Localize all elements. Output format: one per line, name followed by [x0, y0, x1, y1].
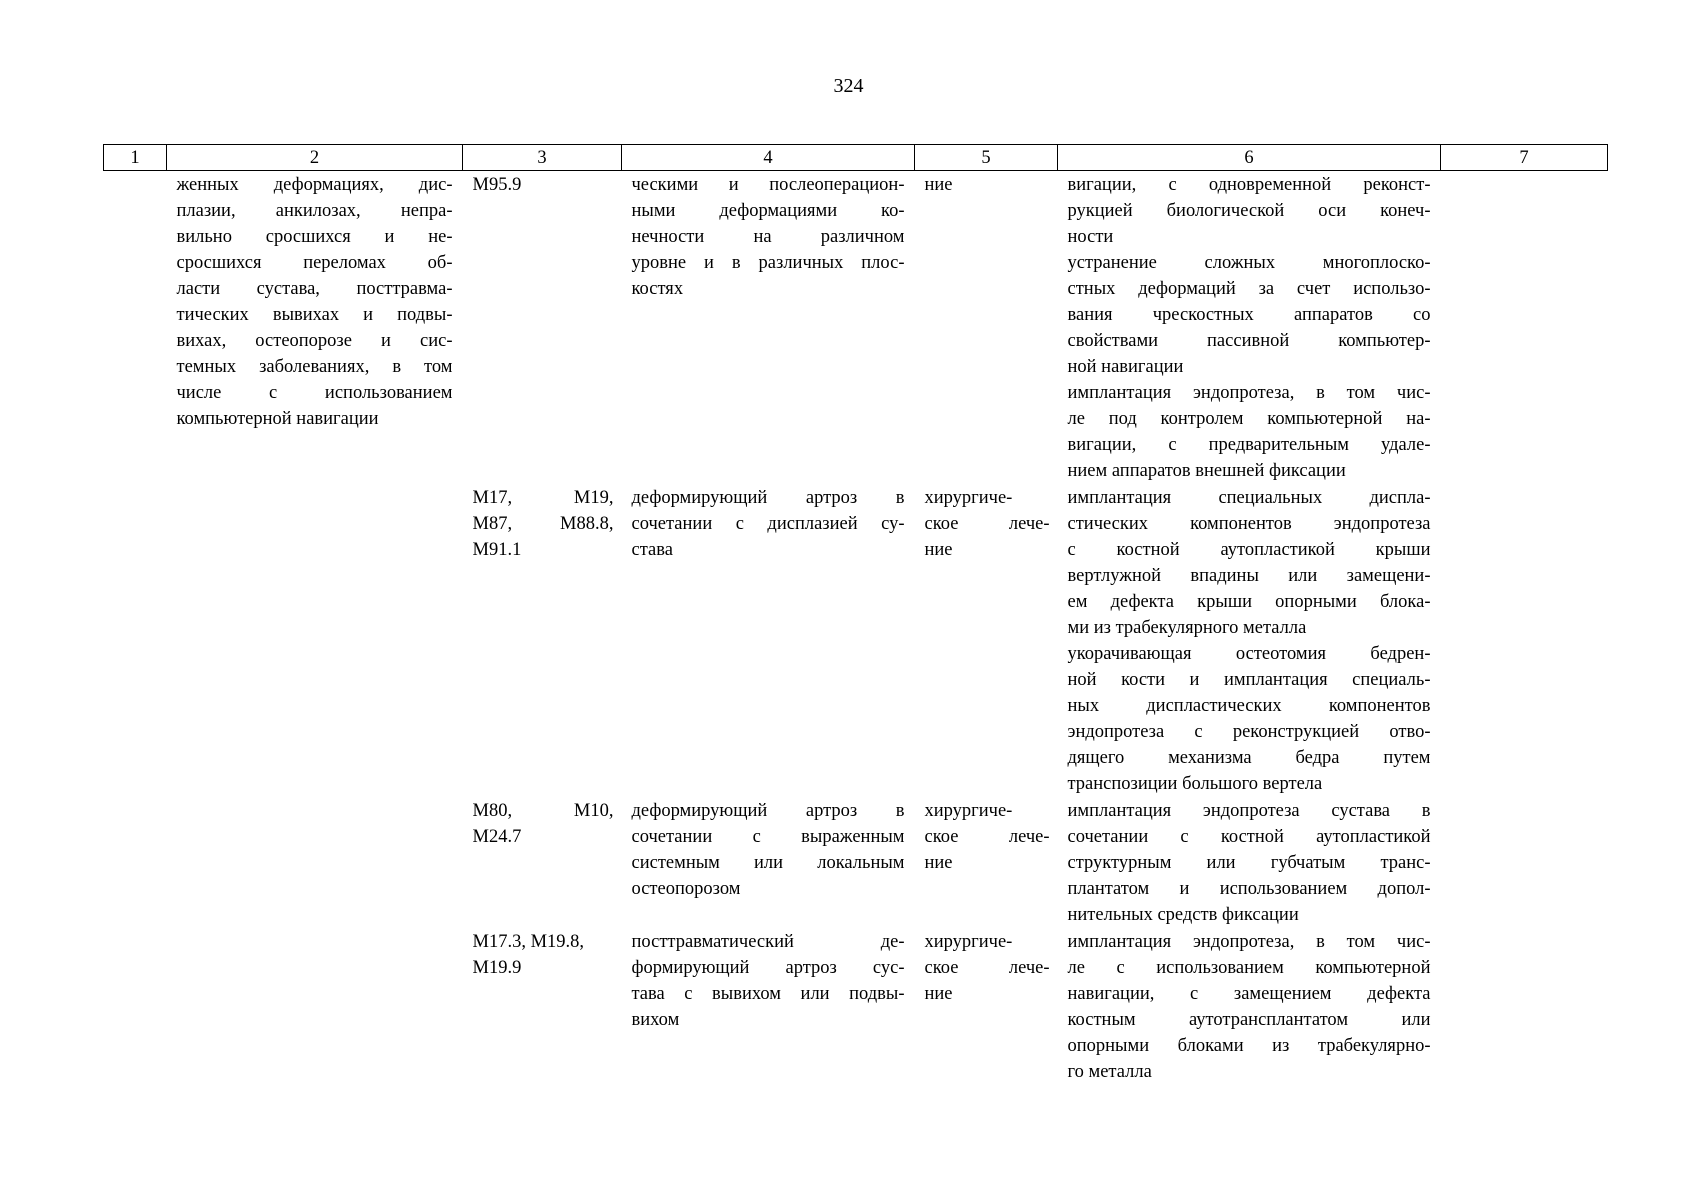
column-number-header: 7	[1441, 145, 1608, 171]
method-line: структурным или губчатым транс-	[1067, 853, 1431, 873]
diagnosis-line: нечности на различном	[631, 227, 905, 247]
icd-code-line: M95.9	[472, 175, 522, 195]
treatment-type-line: ние	[924, 175, 953, 195]
method-line: стных деформаций за счет использо-	[1067, 279, 1431, 299]
method-line: вания чрескостных аппаратов со	[1067, 305, 1431, 325]
treatment-type-line: ние	[924, 984, 953, 1004]
care-type-line: сросшихся переломах об-	[176, 253, 453, 273]
method-line: ных диспластических компонентов	[1067, 696, 1431, 716]
cell-icd-codes	[463, 484, 622, 797]
method-line: вигации, с одновременной реконст-	[1067, 175, 1431, 195]
treatment-type-line: ние	[924, 853, 953, 873]
column-number-header: 3	[463, 145, 622, 171]
cell-diagnosis	[622, 171, 915, 485]
cell-cost	[1441, 484, 1608, 797]
treatment-type-line: ние	[924, 540, 953, 560]
column-number-header-row	[104, 145, 1608, 171]
diagnosis-line: деформирующий артроз в	[631, 488, 905, 508]
method-line: имплантация эндопротеза, в том чис-	[1067, 383, 1431, 403]
icd-code-line: M91.1	[472, 540, 522, 560]
method-line: свойствами пассивной компьютер-	[1067, 331, 1431, 351]
cell-number	[104, 797, 167, 928]
treatment-type-line: ское лече-	[924, 514, 1050, 534]
cell-number	[104, 928, 167, 1085]
treatment-type-line: хирургиче-	[924, 488, 1013, 508]
method-line: имплантация специальных диспла-	[1067, 488, 1431, 508]
care-type-line: вильно сросшихся и не-	[176, 227, 453, 247]
column-number-header: 4	[622, 145, 915, 171]
icd-code-line: M17.3, M19.8,	[472, 932, 585, 952]
icd-code-line: M24.7	[472, 827, 522, 847]
cell-treatment-method	[1058, 171, 1441, 485]
treatment-type-line: хирургиче-	[924, 932, 1013, 952]
cell-icd-codes	[463, 797, 622, 928]
diagnosis-line: формирующий артроз сус-	[631, 958, 905, 978]
diagnosis-line: системным или локальным	[631, 853, 905, 873]
method-line: нием аппаратов внешней фиксации	[1067, 461, 1346, 481]
diagnosis-line: костях	[631, 279, 684, 299]
cell-treatment-method	[1058, 797, 1441, 928]
method-line: дящего механизма бедра путем	[1067, 748, 1431, 768]
method-line: нительных средств фиксации	[1067, 905, 1299, 925]
method-line: ем дефекта крыши опорными блока-	[1067, 592, 1431, 612]
cell-treatment-type	[915, 171, 1058, 485]
diagnosis-line: деформирующий артроз в	[631, 801, 905, 821]
method-line: рукцией биологической оси конеч-	[1067, 201, 1431, 221]
method-line: укорачивающая остеотомия бедрен-	[1067, 644, 1431, 664]
care-type-line: ласти сустава, посттравма-	[176, 279, 453, 299]
diagnosis-line: посттравматический де-	[631, 932, 905, 952]
method-line: ности	[1067, 227, 1114, 247]
method-line: го металла	[1067, 1062, 1152, 1082]
method-line: вертлужной впадины или замещени-	[1067, 566, 1431, 586]
cell-treatment-type	[915, 484, 1058, 797]
column-number-header: 1	[104, 145, 167, 171]
treatment-type-line: ское лече-	[924, 958, 1050, 978]
icd-code-line: M19.9	[472, 958, 522, 978]
treatment-type-line: ское лече-	[924, 827, 1050, 847]
cell-treatment-method	[1058, 484, 1441, 797]
diagnosis-line: става	[631, 540, 673, 560]
cell-number	[104, 484, 167, 797]
method-line: имплантация эндопротеза, в том чис-	[1067, 932, 1431, 952]
diagnosis-line: тава с вывихом или подвы-	[631, 984, 905, 1004]
care-type-line: темных заболеваниях, в том	[176, 357, 453, 377]
method-line: навигации, с замещением дефекта	[1067, 984, 1431, 1004]
icd-code-line: M17, M19,	[472, 488, 614, 508]
method-line: ле с использованием компьютерной	[1067, 958, 1431, 978]
diagnosis-line: ными деформациями ко-	[631, 201, 905, 221]
medical-care-table	[103, 144, 1608, 1085]
column-number-header: 2	[167, 145, 463, 171]
care-type-line: плазии, анкилозах, непра-	[176, 201, 453, 221]
method-line: ми из трабекулярного металла	[1067, 618, 1307, 638]
method-line: имплантация эндопротеза сустава в	[1067, 801, 1431, 821]
cell-diagnosis	[622, 928, 915, 1085]
cell-care-type	[167, 171, 463, 1086]
method-line: костным аутотрансплантатом или	[1067, 1010, 1431, 1030]
column-number-header: 5	[915, 145, 1058, 171]
column-number-header: 6	[1058, 145, 1441, 171]
icd-code-line: M80, M10,	[472, 801, 614, 821]
method-line: опорными блоками из трабекулярно-	[1067, 1036, 1431, 1056]
method-line: устранение сложных многоплоско-	[1067, 253, 1431, 273]
cell-cost	[1441, 797, 1608, 928]
care-type-line: числе с использованием	[176, 383, 453, 403]
cell-cost	[1441, 171, 1608, 485]
method-line: ной кости и имплантация специаль-	[1067, 670, 1431, 690]
care-type-line: женных деформациях, дис-	[176, 175, 453, 195]
cell-cost	[1441, 928, 1608, 1085]
cell-treatment-method	[1058, 928, 1441, 1085]
method-line: плантатом и использованием допол-	[1067, 879, 1431, 899]
page-number: 324	[833, 75, 864, 97]
method-line: ле под контролем компьютерной на-	[1067, 409, 1431, 429]
cell-treatment-type	[915, 928, 1058, 1085]
method-line: сочетании с костной аутопластикой	[1067, 827, 1431, 847]
cell-treatment-type	[915, 797, 1058, 928]
diagnosis-line: вихом	[631, 1010, 680, 1030]
method-line: с костной аутопластикой крыши	[1067, 540, 1431, 560]
cell-number	[104, 171, 167, 485]
method-line: транспозиции большого вертела	[1067, 774, 1323, 794]
diagnosis-line: сочетании с выраженным	[631, 827, 905, 847]
method-line: ной навигации	[1067, 357, 1184, 377]
diagnosis-line: сочетании с дисплазией су-	[631, 514, 905, 534]
cell-icd-codes	[463, 928, 622, 1085]
method-line: вигации, с предварительным удале-	[1067, 435, 1431, 455]
cell-diagnosis	[622, 797, 915, 928]
cell-icd-codes	[463, 171, 622, 485]
cell-diagnosis	[622, 484, 915, 797]
treatment-type-line: хирургиче-	[924, 801, 1013, 821]
diagnosis-line: уровне и в различных плос-	[631, 253, 905, 273]
care-type-line: компьютерной навигации	[176, 409, 379, 429]
diagnosis-line: ческими и послеоперацион-	[631, 175, 905, 195]
icd-code-line: M87, M88.8,	[472, 514, 614, 534]
method-line: эндопротеза с реконструкцией отво-	[1067, 722, 1431, 742]
care-type-line: тических вывихах и подвы-	[176, 305, 453, 325]
table-row	[104, 171, 1608, 485]
method-line: стических компонентов эндопротеза	[1067, 514, 1431, 534]
care-type-line: вихах, остеопорозе и сис-	[176, 331, 453, 351]
diagnosis-line: остеопорозом	[631, 879, 741, 899]
